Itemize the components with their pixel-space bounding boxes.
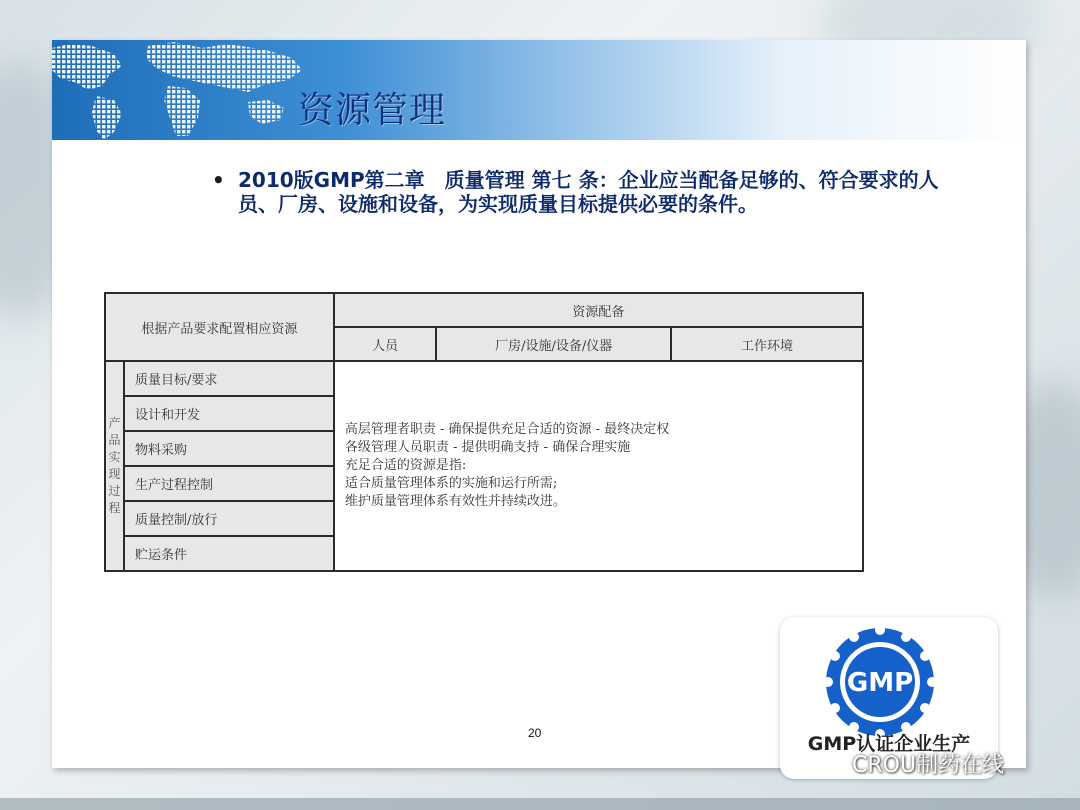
gmp-caption: GMP认证企业生产 [807, 733, 971, 755]
table-row-stage-3: 物料采购 [124, 431, 334, 466]
table-row-stage-5: 质量控制/放行 [124, 501, 334, 536]
table-side-label [105, 361, 124, 571]
table-content-cell [334, 361, 863, 571]
table-col-environment: 工作环境 [671, 327, 863, 361]
table-row-stage-4: 生产过程控制 [124, 466, 334, 501]
table-header-left: 根据产品要求配置相应资源 [105, 293, 334, 361]
table-col-personnel: 人员 [334, 327, 436, 361]
content-line-4: 适合质量管理体系的实施和运行所需; [344, 476, 558, 491]
background-bottom-strip [0, 798, 1080, 810]
bullet-text: 2010版GMP第二章 质量管理 第七 条：企业应当配备足够的、符合要求的人员、厂房、设施和设备，为实现质量目标提供必要的条件。 [238, 168, 939, 216]
content-line-5: 维护质量管理体系有效性并持续改进。 [344, 494, 566, 509]
table-header-resources: 资源配备 [334, 293, 863, 327]
page-number: 20 [528, 726, 542, 740]
slide-title: 资源管理 [298, 90, 447, 131]
resource-table [104, 292, 864, 572]
watermark [810, 748, 1004, 778]
watermark-text: CROU制药在线 [852, 752, 1005, 778]
content-line-3: 充足合适的资源是指: [344, 458, 467, 473]
table-col-facilities: 厂房/设施/设备/仪器 [436, 327, 671, 361]
wechat-icon [810, 748, 846, 778]
table-row-stage-6: 贮运条件 [124, 536, 334, 571]
table-row-stage-2: 设计和开发 [124, 396, 334, 431]
side-label-text: 产品实现过程 [108, 416, 121, 515]
bullet-dot-icon: • [212, 168, 225, 192]
world-map-icon [52, 40, 312, 140]
table-row-stage-1: 质量目标/要求 [124, 361, 334, 396]
gmp-seal-icon [812, 627, 948, 737]
gmp-seal-text: GMP [846, 668, 914, 698]
bullet-paragraph [212, 168, 952, 216]
content-line-2: 各级管理人员职责 - 提供明确支持 - 确保合理实施 [344, 440, 631, 455]
content-line-1: 高层管理者职责 - 确保提供充足合适的资源 - 最终决定权 [344, 422, 670, 437]
slide-header-banner [52, 40, 1026, 140]
